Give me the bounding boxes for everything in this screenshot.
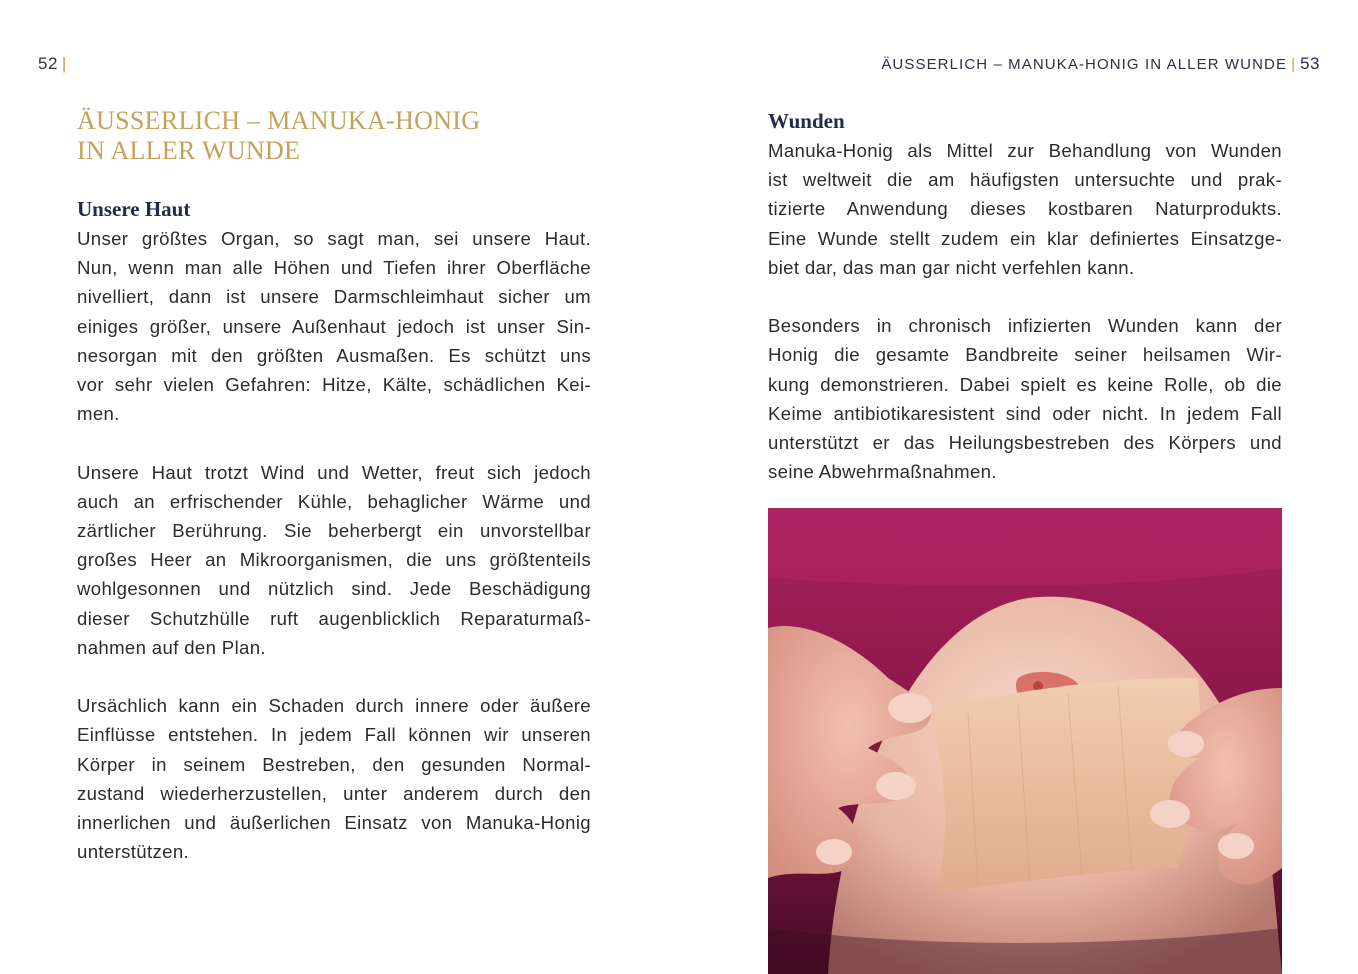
chapter-title-line: IN ALLER WUNDE (77, 136, 301, 165)
chapter-title (77, 106, 597, 166)
page-number-left-value: 52 (38, 54, 58, 73)
right-text-column (768, 106, 1282, 486)
page-number-left (38, 54, 67, 74)
photo-illustration (768, 508, 1282, 974)
section-heading-unsere-haut: Unsere Haut (77, 197, 191, 221)
text-line: Unsere Haut trotzt Wind und Wetter, freut sich jedoch (77, 461, 591, 483)
paragraph (77, 458, 591, 662)
paragraph (77, 224, 591, 428)
text-line: großes Heer an Mikroorganismen, die uns größtenteils (77, 549, 591, 571)
knee-bandage-photo (768, 508, 1282, 974)
paragraph (768, 311, 1282, 486)
text-line: unterstützt er das Heilungsbestreben des Körpers und (768, 432, 1282, 454)
text-line: nesorgan mit den größten Ausmaßen. Es schützt uns (77, 344, 591, 366)
text-line: vor sehr vielen Gefahren: Hitze, Kälte, schädlichen Kei- (77, 374, 591, 396)
text-line: ist weltweit die am häufigsten untersuchte und prak- (768, 169, 1282, 191)
text-line: auch an erfrischender Kühle, behaglicher Wärme und (77, 490, 591, 512)
text-line: einiges größer, unsere Außenhaut jedoch ist unser Sin- (77, 315, 591, 337)
paragraph (77, 691, 591, 866)
paragraph-gap (77, 428, 591, 457)
text-line: unterstützen. (77, 841, 190, 863)
text-line: Manuka-Honig als Mittel zur Behandlung von Wunden (768, 140, 1282, 161)
running-head-title: ÄUSSERLICH – MANUKA-HONIG IN ALLER WUNDE (881, 56, 1288, 73)
paragraph-gap (768, 282, 1282, 311)
text-line: nahmen auf den Plan. (77, 636, 266, 658)
text-line: seine Abwehrmaßnahmen. (768, 461, 997, 483)
page-number-right: 53 (1300, 54, 1320, 73)
page-number-divider: | (61, 54, 67, 73)
text-line: tizierte Anwendung dieses kostbaren Naturprodukts. (768, 198, 1282, 220)
text-line: innerlichen und äußerlichen Einsatz von Manuka-Honig (77, 812, 591, 834)
paragraph (768, 136, 1282, 282)
text-line: wohlgesonnen und nützlich sind. Jede Beschädigung (77, 578, 591, 600)
text-line: zärtlicher Berührung. Sie beherbergt ein unvorstellbar (77, 520, 591, 542)
text-line: Ursächlich kann ein Schaden durch innere oder äußere (77, 695, 591, 717)
page-number-divider: | (1291, 56, 1297, 73)
text-line: Nun, wenn man alle Höhen und Tiefen ihrer Oberfläche (77, 257, 591, 279)
paragraph-gap (77, 662, 591, 691)
chapter-title-line: ÄUSSERLICH – MANUKA-HONIG (77, 106, 481, 135)
text-line: zustand wiederherzustellen, unter anderem durch den (77, 782, 591, 804)
text-line: Besonders in chronisch infizierten Wunden kann der (768, 315, 1282, 337)
text-line: kung demonstrieren. Dabei spielt es keine Rolle, ob die (768, 373, 1282, 395)
text-line: biet dar, das man gar nicht verfehlen kann. (768, 256, 1135, 278)
text-line: Keime antibiotikaresistent sind oder nicht. In jedem Fall (768, 402, 1282, 424)
running-head (881, 54, 1320, 74)
text-line: Körper in seinem Bestreben, den gesunden Normal- (77, 753, 591, 775)
left-text-column (77, 194, 591, 866)
text-line: Unser größtes Organ, so sagt man, sei unsere Haut. (77, 228, 591, 249)
section-heading-wunden: Wunden (768, 109, 845, 133)
text-line: dieser Schutzhülle ruft augenblicklich Reparaturmaß- (77, 607, 591, 629)
text-line: Honig die gesamte Bandbreite seiner heilsamen Wir- (768, 344, 1282, 366)
text-line: Einflüsse entstehen. In jedem Fall können wir unseren (77, 724, 591, 746)
text-line: Eine Wunde stellt zudem ein klar definiertes Einsatzge- (768, 227, 1282, 249)
text-line: men. (77, 403, 120, 425)
text-line: nivelliert, dann ist unsere Darmschleimhaut sicher um (77, 286, 591, 308)
